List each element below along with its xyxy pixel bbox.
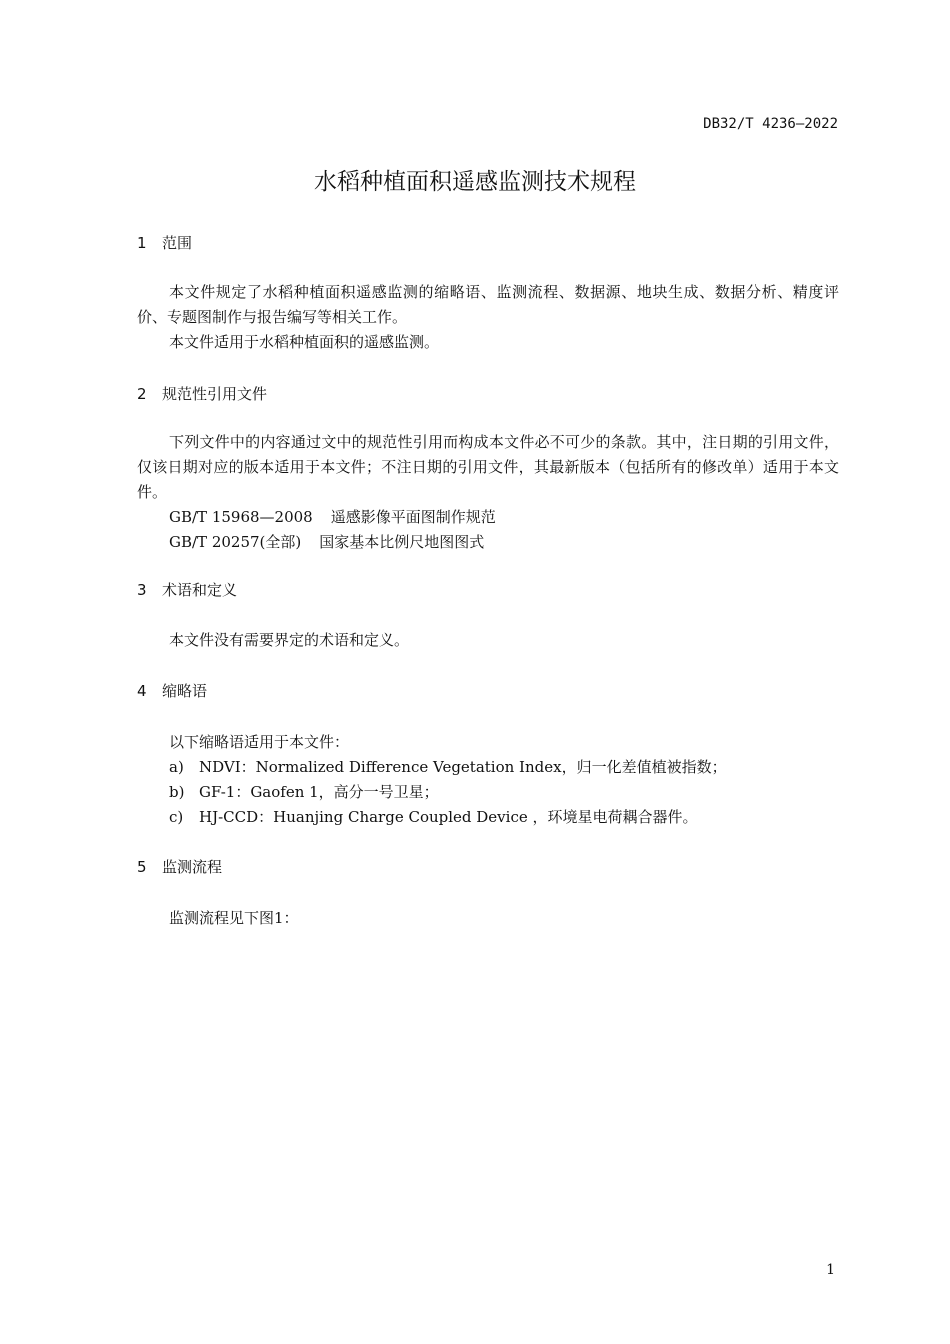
section-number: 4 (137, 682, 147, 700)
section-number: 3 (137, 581, 147, 599)
section-1-heading (137, 232, 192, 253)
list-tag: c) (169, 808, 184, 826)
reference-entry (169, 505, 496, 530)
list-item (169, 755, 727, 780)
section-title: 缩略语 (162, 682, 208, 700)
paragraph: 本文件适用于水稻种植面积的遥感监测。 (169, 333, 440, 351)
reference-code: GB/T 20257(全部) (169, 533, 302, 551)
section-2-heading (137, 383, 267, 404)
section-3-heading (137, 579, 237, 600)
section-number: 2 (137, 385, 147, 403)
reference-entry (169, 530, 484, 555)
reference-name: 国家基本比例尺地图图式 (319, 533, 485, 551)
section-title: 监测流程 (162, 858, 223, 876)
paragraph: 本文件规定了水稻种植面积遥感监测的缩略语、监测流程、数据源、地块生成、数据分析、精度评价、专题图制作与报告编写等相关工作。 (137, 283, 839, 326)
paragraph: 监测流程见下图1： (169, 909, 299, 927)
list-item (169, 780, 439, 805)
section-title: 术语和定义 (162, 581, 238, 599)
reference-name: 遥感影像平面图制作规范 (330, 508, 496, 526)
paragraph: 下列文件中的内容通过文中的规范性引用而构成本文件必不可少的条款。其中，注日期的引用文件，仅该日期对应的版本适用于本文件；不注日期的引用文件，其最新版本（包括所有的修改单）适用于本文件。 (137, 433, 839, 501)
list-text: NDVI：Normalized Difference Vegetation Index，归一化差值植被指数； (199, 758, 727, 776)
list-intro: 以下缩略语适用于本文件： (169, 733, 350, 751)
document-title: 水稻种植面积遥感监测技术规程 (314, 169, 636, 195)
paragraph: 本文件没有需要界定的术语和定义。 (169, 631, 410, 649)
standard-code: DB32/T 4236—2022 (703, 116, 838, 132)
section-title: 范围 (162, 234, 193, 252)
section-5-heading (137, 856, 222, 877)
section-number: 1 (137, 234, 147, 252)
reference-code: GB/T 15968—2008 (169, 508, 313, 526)
section-number: 5 (137, 858, 147, 876)
page-number: 1 (826, 1262, 835, 1278)
section-title: 规范性引用文件 (162, 385, 268, 403)
list-tag: b) (169, 783, 185, 801)
section-4-heading (137, 680, 207, 701)
list-tag: a) (169, 758, 184, 776)
list-text: GF-1：Gaofen 1，高分一号卫星； (199, 783, 439, 801)
list-text: HJ-CCD：Huanjing Charge Coupled Device ，环境星电荷耦合器件。 (199, 808, 698, 826)
list-item (169, 805, 698, 830)
